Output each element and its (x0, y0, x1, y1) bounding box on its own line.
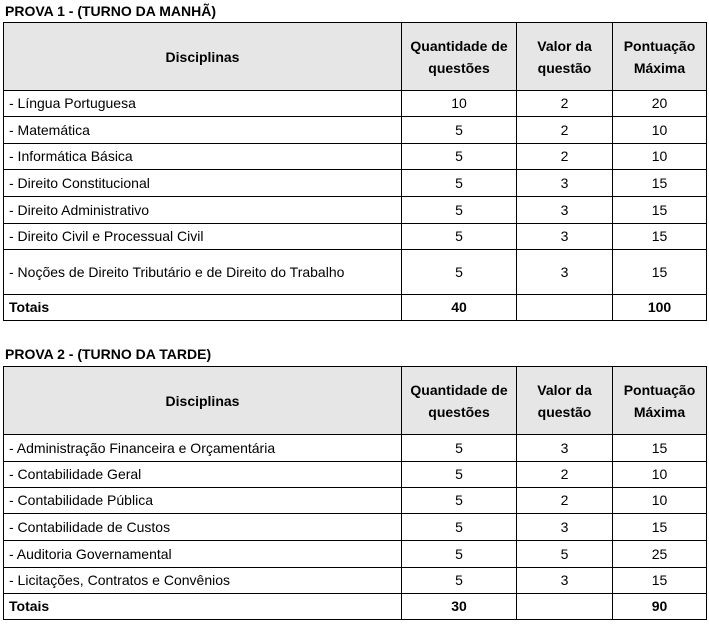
cell-disciplina: - Matemática (4, 117, 402, 144)
cell-pontuacao: 20 (613, 91, 707, 117)
cell-valor: 3 (517, 170, 613, 197)
cell-valor: 3 (517, 224, 613, 250)
cell-disciplina: - Noções de Direito Tributário e de Direito do Trabalho (4, 250, 402, 295)
cell-valor: 3 (517, 435, 613, 462)
header-quantidade: Quantidade de questões (402, 367, 517, 435)
table-row (4, 144, 707, 170)
table-row (4, 435, 707, 462)
prova-1-table (3, 22, 707, 321)
totals-valor (517, 594, 613, 620)
cell-pontuacao: 10 (613, 488, 707, 514)
cell-pontuacao: 15 (613, 170, 707, 197)
cell-quantidade: 5 (402, 117, 517, 144)
totals-label: Totais (4, 295, 402, 321)
table-row (4, 197, 707, 224)
cell-pontuacao: 10 (613, 462, 707, 488)
cell-quantidade: 5 (402, 435, 517, 462)
cell-quantidade: 5 (402, 224, 517, 250)
cell-pontuacao: 10 (613, 117, 707, 144)
cell-quantidade: 5 (402, 541, 517, 568)
cell-valor: 2 (517, 462, 613, 488)
totals-label: Totais (4, 594, 402, 620)
totals-valor (517, 295, 613, 321)
cell-valor: 3 (517, 514, 613, 541)
cell-disciplina: - Contabilidade Pública (4, 488, 402, 514)
cell-valor: 2 (517, 488, 613, 514)
table-row (4, 488, 707, 514)
cell-disciplina: - Administração Financeira e Orçamentária (4, 435, 402, 462)
header-pontuacao: Pontuação Máxima (613, 23, 707, 91)
table-row (4, 250, 707, 295)
cell-quantidade: 5 (402, 514, 517, 541)
cell-disciplina: - Direito Administrativo (4, 197, 402, 224)
cell-pontuacao: 25 (613, 541, 707, 568)
totals-row (4, 594, 707, 620)
totals-quantidade: 30 (402, 594, 517, 620)
totals-pontuacao: 100 (613, 295, 707, 321)
totals-row (4, 295, 707, 321)
cell-quantidade: 5 (402, 488, 517, 514)
cell-disciplina: - Língua Portuguesa (4, 91, 402, 117)
cell-quantidade: 5 (402, 144, 517, 170)
table-header-row (4, 367, 707, 435)
cell-quantidade: 5 (402, 170, 517, 197)
cell-pontuacao: 15 (613, 197, 707, 224)
table-header-row (4, 23, 707, 91)
header-disciplinas: Disciplinas (4, 23, 402, 91)
table-row (4, 462, 707, 488)
header-pontuacao: Pontuação Máxima (613, 367, 707, 435)
totals-pontuacao: 90 (613, 594, 707, 620)
table-row (4, 514, 707, 541)
cell-pontuacao: 10 (613, 144, 707, 170)
cell-disciplina: - Informática Básica (4, 144, 402, 170)
prova-2-table (3, 366, 707, 620)
header-valor: Valor da questão (517, 367, 613, 435)
cell-pontuacao: 15 (613, 514, 707, 541)
table-row (4, 541, 707, 568)
cell-pontuacao: 15 (613, 250, 707, 295)
table-row (4, 117, 707, 144)
cell-disciplina: - Direito Civil e Processual Civil (4, 224, 402, 250)
cell-disciplina: - Auditoria Governamental (4, 541, 402, 568)
cell-pontuacao: 15 (613, 224, 707, 250)
header-quantidade: Quantidade de questões (402, 23, 517, 91)
cell-quantidade: 5 (402, 568, 517, 594)
cell-pontuacao: 15 (613, 435, 707, 462)
cell-disciplina: - Licitações, Contratos e Convênios (4, 568, 402, 594)
cell-valor: 2 (517, 144, 613, 170)
table-row (4, 224, 707, 250)
cell-quantidade: 5 (402, 250, 517, 295)
cell-disciplina: - Direito Constitucional (4, 170, 402, 197)
cell-quantidade: 5 (402, 197, 517, 224)
cell-quantidade: 5 (402, 462, 517, 488)
totals-quantidade: 40 (402, 295, 517, 321)
prova-1-title: PROVA 1 - (TURNO DA MANHÃ) (5, 3, 217, 19)
cell-valor: 3 (517, 197, 613, 224)
cell-disciplina: - Contabilidade de Custos (4, 514, 402, 541)
table-row (4, 91, 707, 117)
cell-quantidade: 10 (402, 91, 517, 117)
cell-valor: 3 (517, 568, 613, 594)
header-disciplinas: Disciplinas (4, 367, 402, 435)
cell-disciplina: - Contabilidade Geral (4, 462, 402, 488)
header-valor: Valor da questão (517, 23, 613, 91)
cell-valor: 2 (517, 117, 613, 144)
cell-valor: 2 (517, 91, 613, 117)
cell-valor: 3 (517, 250, 613, 295)
cell-pontuacao: 15 (613, 568, 707, 594)
table-row (4, 170, 707, 197)
cell-valor: 5 (517, 541, 613, 568)
prova-2-title: PROVA 2 - (TURNO DA TARDE) (5, 346, 212, 362)
table-row (4, 568, 707, 594)
